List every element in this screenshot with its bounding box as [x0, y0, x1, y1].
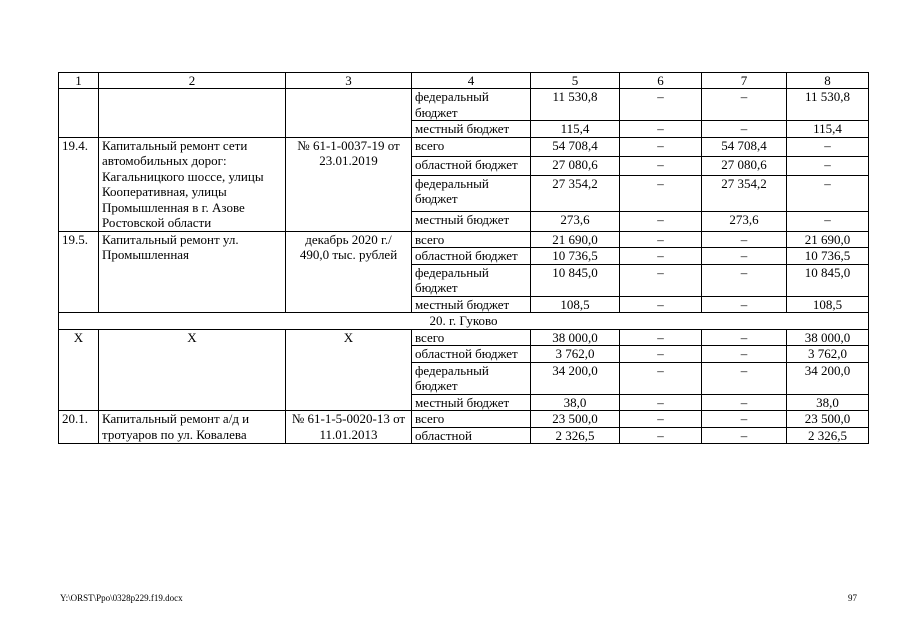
col-header: 1 [59, 73, 99, 89]
cell-num: 20.1. [59, 411, 99, 444]
cell-value: 10 845,0 [531, 264, 620, 296]
cell-num: Х [59, 329, 99, 411]
cell-source: областной [412, 427, 531, 444]
cell-value: – [620, 329, 702, 346]
cell-value: – [620, 156, 702, 175]
cell-name: Х [99, 329, 286, 411]
col-header: 7 [702, 73, 787, 89]
cell-value: – [620, 175, 702, 212]
cell-value: 3 762,0 [787, 346, 869, 363]
cell-source: федеральный бюджет [412, 89, 531, 121]
budget-table [58, 72, 869, 444]
cell-value: 34 200,0 [787, 362, 869, 394]
footer-page-number: 97 [848, 593, 857, 603]
cell-value: 10 845,0 [787, 264, 869, 296]
cell-source: местный бюджет [412, 212, 531, 231]
cell-value: – [787, 212, 869, 231]
col-header: 4 [412, 73, 531, 89]
cell-value: – [787, 175, 869, 212]
cell-source: местный бюджет [412, 121, 531, 138]
cell-value: – [620, 231, 702, 248]
section-row [59, 313, 869, 330]
cell-source: федеральный бюджет [412, 175, 531, 212]
col-header: 3 [286, 73, 412, 89]
cell-value: 115,4 [531, 121, 620, 138]
cell-source: областной бюджет [412, 346, 531, 363]
cell-value: – [702, 296, 787, 313]
cell-source: всего [412, 329, 531, 346]
cell-name: Капитальный ремонт ул. Промышленная [99, 231, 286, 313]
cell-value: – [702, 394, 787, 411]
cell-doc [286, 89, 412, 138]
cell-value: 2 326,5 [531, 427, 620, 444]
section-title: 20. г. Гуково [59, 313, 869, 330]
cell-value: – [620, 264, 702, 296]
col-header: 8 [787, 73, 869, 89]
cell-value: 115,4 [787, 121, 869, 138]
table-row [59, 231, 869, 248]
cell-value: – [702, 411, 787, 428]
cell-value: – [787, 137, 869, 156]
cell-doc: № 61-1-5-0020-13 от 11.01.2013 [286, 411, 412, 444]
cell-value: 38 000,0 [787, 329, 869, 346]
cell-value: – [702, 121, 787, 138]
cell-source: местный бюджет [412, 394, 531, 411]
cell-value: 54 708,4 [531, 137, 620, 156]
cell-value: 108,5 [531, 296, 620, 313]
cell-value: – [702, 248, 787, 265]
cell-value: – [620, 137, 702, 156]
table-row [59, 329, 869, 346]
cell-value: 23 500,0 [531, 411, 620, 428]
cell-value: 38 000,0 [531, 329, 620, 346]
table-row [59, 89, 869, 121]
cell-value: 273,6 [531, 212, 620, 231]
cell-value: 10 736,5 [787, 248, 869, 265]
cell-value: – [620, 411, 702, 428]
cell-value: – [702, 346, 787, 363]
cell-value: – [702, 362, 787, 394]
cell-value: – [702, 231, 787, 248]
cell-value: – [702, 329, 787, 346]
cell-value: – [702, 264, 787, 296]
footer-file-path: Y:\ORST\Ppo\0328p229.f19.docx [60, 593, 183, 603]
col-header: 2 [99, 73, 286, 89]
cell-source: всего [412, 411, 531, 428]
cell-value: – [620, 121, 702, 138]
cell-value: – [620, 248, 702, 265]
cell-value: 54 708,4 [702, 137, 787, 156]
cell-value: 3 762,0 [531, 346, 620, 363]
cell-value: 27 080,6 [531, 156, 620, 175]
cell-name: Капитальный ремонт сети автомобильных дорог: Кагальницкого шоссе, улицы Кооперативная, улицы Промышленная в г. Азове Ростовской области [99, 137, 286, 231]
cell-source: всего [412, 137, 531, 156]
cell-value: 27 354,2 [531, 175, 620, 212]
cell-source: областной бюджет [412, 156, 531, 175]
cell-value: 273,6 [702, 212, 787, 231]
table-row [59, 137, 869, 156]
cell-value: – [702, 89, 787, 121]
cell-value: – [620, 394, 702, 411]
cell-value: – [620, 89, 702, 121]
cell-value: 23 500,0 [787, 411, 869, 428]
cell-value: 34 200,0 [531, 362, 620, 394]
cell-num [59, 89, 99, 138]
col-header: 6 [620, 73, 702, 89]
cell-source: всего [412, 231, 531, 248]
header-row [59, 73, 869, 89]
cell-source: областной бюджет [412, 248, 531, 265]
cell-value: – [620, 362, 702, 394]
cell-value: – [787, 156, 869, 175]
cell-doc: № 61-1-0037-19 от 23.01.2019 [286, 137, 412, 231]
cell-name [99, 89, 286, 138]
cell-name: Капитальный ремонт а/д и тротуаров по ул. Ковалева [99, 411, 286, 444]
cell-value: 11 530,8 [787, 89, 869, 121]
cell-value: – [620, 212, 702, 231]
cell-value: 27 354,2 [702, 175, 787, 212]
cell-value: 21 690,0 [531, 231, 620, 248]
cell-source: федеральный бюджет [412, 264, 531, 296]
cell-value: 38,0 [787, 394, 869, 411]
cell-value: 38,0 [531, 394, 620, 411]
cell-value: – [620, 296, 702, 313]
cell-value: – [702, 427, 787, 444]
cell-num: 19.5. [59, 231, 99, 313]
cell-value: 27 080,6 [702, 156, 787, 175]
cell-value: – [620, 427, 702, 444]
cell-value: – [620, 346, 702, 363]
cell-value: 10 736,5 [531, 248, 620, 265]
cell-value: 21 690,0 [787, 231, 869, 248]
table-row [59, 411, 869, 428]
cell-doc: декабрь 2020 г./ 490,0 тыс. рублей [286, 231, 412, 313]
cell-source: федеральный бюджет [412, 362, 531, 394]
cell-value: 2 326,5 [787, 427, 869, 444]
cell-num: 19.4. [59, 137, 99, 231]
cell-value: 108,5 [787, 296, 869, 313]
cell-doc: Х [286, 329, 412, 411]
col-header: 5 [531, 73, 620, 89]
cell-source: местный бюджет [412, 296, 531, 313]
cell-value: 11 530,8 [531, 89, 620, 121]
